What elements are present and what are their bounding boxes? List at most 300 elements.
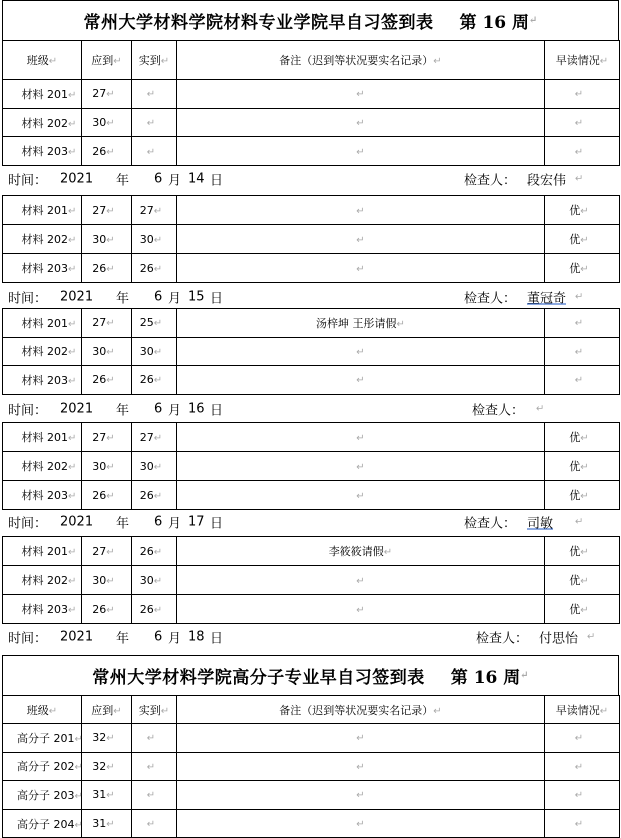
paragraph-mark: ↵ bbox=[356, 790, 365, 802]
paragraph-mark: ↵ bbox=[68, 433, 77, 444]
paragraph-mark: ↵ bbox=[146, 819, 156, 831]
class-cell bbox=[3, 481, 82, 510]
cell-text: 26 bbox=[139, 544, 154, 558]
paragraph-mark: ↵ bbox=[433, 56, 442, 67]
paragraph-mark: ↵ bbox=[356, 375, 365, 387]
paragraph-mark: ↵ bbox=[68, 347, 77, 359]
reading-cell bbox=[545, 80, 620, 109]
table-row bbox=[3, 752, 620, 781]
paragraph-mark: ↵ bbox=[580, 605, 589, 616]
table-row bbox=[3, 309, 620, 338]
table-title bbox=[2, 0, 619, 40]
paragraph-mark: ↵ bbox=[106, 490, 115, 502]
table-row bbox=[3, 566, 620, 595]
actual-cell bbox=[132, 108, 177, 137]
cell-text: 实到 bbox=[138, 54, 161, 67]
cell-text: 实到 bbox=[138, 703, 161, 717]
remark-cell bbox=[177, 366, 545, 395]
date-inspector-line bbox=[2, 394, 619, 424]
paragraph-mark: ↵ bbox=[106, 118, 115, 130]
paragraph-mark: ↵ bbox=[106, 733, 115, 745]
cell-text: 材料 203 bbox=[21, 145, 69, 159]
reading-cell bbox=[545, 423, 620, 452]
paragraph-mark: ↵ bbox=[580, 433, 589, 444]
date-month: 6 bbox=[154, 289, 163, 305]
inspector-name: 司敏 bbox=[527, 516, 554, 532]
week-label: 第 16 周 bbox=[450, 668, 521, 688]
paragraph-mark: ↵ bbox=[153, 546, 163, 558]
inspector-name: 董冠奇 bbox=[527, 291, 567, 307]
paragraph-mark: ↵ bbox=[356, 89, 365, 101]
date-month-unit: 月 bbox=[168, 631, 182, 647]
reading-cell bbox=[545, 537, 620, 566]
paragraph-mark: ↵ bbox=[113, 705, 122, 717]
paragraph-mark: ↵ bbox=[106, 790, 115, 802]
paragraph-mark: ↵ bbox=[356, 432, 365, 444]
expected-cell bbox=[82, 595, 132, 624]
date-day: 14 bbox=[188, 171, 205, 187]
class-cell bbox=[3, 724, 82, 753]
date-label: 时间： bbox=[8, 291, 48, 307]
expected-cell bbox=[82, 366, 132, 395]
class-cell bbox=[3, 225, 82, 254]
cell-text: 27 bbox=[139, 203, 154, 217]
inspector-name: 段宏伟 bbox=[527, 173, 567, 189]
cell-text: 30 bbox=[92, 116, 107, 130]
paragraph-mark: ↵ bbox=[536, 403, 545, 415]
paragraph-mark: ↵ bbox=[356, 263, 365, 275]
paragraph-mark: ↵ bbox=[580, 235, 589, 246]
paragraph-mark: ↵ bbox=[106, 546, 115, 558]
actual-cell bbox=[132, 196, 177, 225]
actual-cell bbox=[132, 595, 177, 624]
expected-cell bbox=[82, 752, 132, 781]
paragraph-mark: ↵ bbox=[146, 761, 156, 773]
date-day: 17 bbox=[188, 514, 205, 530]
date-month-unit: 月 bbox=[168, 173, 182, 189]
reading-cell bbox=[545, 809, 620, 838]
class-cell bbox=[3, 423, 82, 452]
reading-cell bbox=[545, 481, 620, 510]
date-month-unit: 月 bbox=[168, 516, 182, 532]
cell-text: 李筱筱请假 bbox=[328, 545, 384, 558]
attendance-block bbox=[2, 536, 620, 624]
expected-cell bbox=[82, 809, 132, 838]
paragraph-mark: ↵ bbox=[160, 56, 170, 67]
actual-cell bbox=[132, 309, 177, 338]
paragraph-mark: ↵ bbox=[68, 491, 77, 502]
header-row-table bbox=[2, 40, 620, 80]
header-expected bbox=[82, 41, 132, 80]
cell-text: 优 bbox=[569, 233, 581, 246]
cell-text: 优 bbox=[569, 545, 581, 558]
paragraph-mark: ↵ bbox=[74, 790, 83, 802]
cell-text: 31 bbox=[92, 788, 107, 802]
expected-cell bbox=[82, 254, 132, 283]
date-day: 15 bbox=[188, 289, 205, 305]
expected-cell bbox=[82, 452, 132, 481]
paragraph-mark: ↵ bbox=[356, 146, 365, 158]
table-title bbox=[2, 655, 619, 695]
table-row bbox=[3, 337, 620, 366]
paragraph-mark: ↵ bbox=[153, 432, 163, 444]
cell-text: 27 bbox=[92, 203, 107, 217]
reading-cell bbox=[545, 254, 620, 283]
paragraph-mark: ↵ bbox=[68, 206, 77, 217]
table-row bbox=[3, 724, 620, 753]
actual-cell bbox=[132, 566, 177, 595]
date-year-unit: 年 bbox=[116, 516, 130, 532]
table-row bbox=[3, 80, 620, 109]
table-row bbox=[3, 366, 620, 395]
paragraph-mark: ↵ bbox=[68, 462, 77, 473]
cell-text: 优 bbox=[569, 489, 581, 502]
paragraph-mark: ↵ bbox=[356, 205, 365, 217]
cell-text: 材料 203 bbox=[21, 373, 69, 387]
paragraph-mark: ↵ bbox=[433, 705, 442, 717]
paragraph-mark: ↵ bbox=[106, 575, 115, 587]
actual-cell bbox=[132, 481, 177, 510]
cell-text: 26 bbox=[139, 488, 154, 502]
class-cell bbox=[3, 809, 82, 838]
paragraph-mark: ↵ bbox=[153, 490, 163, 502]
paragraph-mark: ↵ bbox=[356, 461, 365, 473]
date-label: 时间： bbox=[8, 516, 48, 532]
cell-text: 材料 202 bbox=[21, 574, 69, 587]
reading-cell bbox=[545, 752, 620, 781]
paragraph-mark: ↵ bbox=[574, 761, 584, 773]
actual-cell bbox=[132, 225, 177, 254]
remark-cell bbox=[177, 481, 545, 510]
header-expected bbox=[82, 696, 132, 724]
reading-cell bbox=[545, 337, 620, 366]
paragraph-mark: ↵ bbox=[68, 318, 77, 330]
paragraph-mark: ↵ bbox=[580, 264, 589, 275]
date-inspector-line bbox=[2, 507, 619, 537]
reading-cell bbox=[545, 595, 620, 624]
paragraph-mark: ↵ bbox=[396, 318, 405, 330]
remark-cell bbox=[177, 309, 545, 338]
header-remark bbox=[177, 696, 545, 724]
paragraph-mark: ↵ bbox=[574, 346, 584, 358]
table-row bbox=[3, 481, 620, 510]
date-day: 16 bbox=[188, 401, 205, 417]
paragraph-mark: ↵ bbox=[68, 147, 77, 159]
class-cell bbox=[3, 595, 82, 624]
date-year-unit: 年 bbox=[116, 631, 130, 647]
cell-text: 30 bbox=[139, 459, 154, 473]
expected-cell bbox=[82, 137, 132, 166]
date-label: 时间： bbox=[8, 403, 48, 419]
paragraph-mark: ↵ bbox=[153, 346, 163, 358]
paragraph-mark: ↵ bbox=[153, 234, 163, 246]
remark-cell bbox=[177, 537, 545, 566]
reading-cell bbox=[545, 137, 620, 166]
title-text: 常州大学材料学院高分子专业早自习签到表 bbox=[92, 668, 425, 688]
paragraph-mark: ↵ bbox=[153, 205, 163, 217]
remark-cell bbox=[177, 80, 545, 109]
paragraph-mark: ↵ bbox=[106, 761, 115, 773]
cell-text: 32 bbox=[92, 731, 107, 745]
cell-text: 应到 bbox=[91, 703, 114, 717]
paragraph-mark: ↵ bbox=[153, 604, 163, 616]
class-cell bbox=[3, 254, 82, 283]
attendance-block bbox=[2, 308, 620, 395]
cell-text: 班级 bbox=[26, 54, 49, 67]
paragraph-mark: ↵ bbox=[106, 604, 115, 616]
cell-text: 材料 201 bbox=[21, 431, 69, 444]
table-row bbox=[3, 537, 620, 566]
paragraph-mark: ↵ bbox=[153, 318, 163, 330]
date-year: 2021 bbox=[60, 401, 94, 417]
actual-cell bbox=[132, 537, 177, 566]
date-month: 6 bbox=[154, 401, 163, 417]
paragraph-mark: ↵ bbox=[575, 173, 584, 185]
cell-text: 材料 201 bbox=[21, 316, 69, 330]
expected-cell bbox=[82, 781, 132, 810]
date-day-unit: 日 bbox=[210, 173, 224, 189]
paragraph-mark: ↵ bbox=[68, 547, 77, 558]
class-cell bbox=[3, 566, 82, 595]
paragraph-mark: ↵ bbox=[68, 118, 77, 130]
actual-cell bbox=[132, 337, 177, 366]
remark-cell bbox=[177, 337, 545, 366]
paragraph-mark: ↵ bbox=[68, 264, 77, 275]
cell-text: 材料 201 bbox=[21, 204, 69, 217]
paragraph-mark: ↵ bbox=[106, 461, 115, 473]
header-row bbox=[3, 41, 620, 80]
date-day-unit: 日 bbox=[210, 631, 224, 647]
date-year: 2021 bbox=[60, 514, 94, 530]
expected-cell bbox=[82, 566, 132, 595]
inspector-name: 付思怡 bbox=[539, 631, 579, 647]
date-label: 时间： bbox=[8, 173, 48, 189]
remark-cell bbox=[177, 752, 545, 781]
table-row bbox=[3, 254, 620, 283]
cell-text: 30 bbox=[92, 344, 107, 358]
cell-text: 优 bbox=[569, 460, 581, 473]
cell-text: 材料 203 bbox=[21, 262, 69, 275]
date-day-unit: 日 bbox=[210, 516, 224, 532]
date-inspector-line bbox=[2, 622, 619, 652]
expected-cell bbox=[82, 423, 132, 452]
cell-text: 汤梓坤 王彤请假 bbox=[316, 316, 397, 330]
reading-cell bbox=[545, 108, 620, 137]
remark-cell bbox=[177, 809, 545, 838]
header-reading bbox=[545, 41, 620, 80]
cell-text: 26 bbox=[92, 144, 107, 158]
class-cell bbox=[3, 137, 82, 166]
paragraph-mark: ↵ bbox=[153, 461, 163, 473]
actual-cell bbox=[132, 752, 177, 781]
expected-cell bbox=[82, 724, 132, 753]
paragraph-mark: ↵ bbox=[146, 790, 156, 802]
header-actual bbox=[132, 41, 177, 80]
date-month: 6 bbox=[154, 171, 163, 187]
paragraph-mark: ↵ bbox=[383, 547, 393, 558]
week-label: 第 16 周 bbox=[459, 13, 530, 33]
paragraph-mark: ↵ bbox=[356, 819, 365, 831]
paragraph-mark: ↵ bbox=[356, 761, 365, 773]
paragraph-mark: ↵ bbox=[153, 263, 163, 275]
remark-cell bbox=[177, 423, 545, 452]
remark-cell bbox=[177, 225, 545, 254]
date-month: 6 bbox=[154, 629, 163, 645]
paragraph-mark: ↵ bbox=[574, 318, 584, 330]
cell-text: 26 bbox=[92, 261, 107, 275]
actual-cell bbox=[132, 254, 177, 283]
paragraph-mark: ↵ bbox=[106, 432, 115, 444]
cell-text: 26 bbox=[139, 602, 154, 616]
table-row bbox=[3, 781, 620, 810]
actual-cell bbox=[132, 80, 177, 109]
cell-text: 26 bbox=[92, 602, 107, 616]
cell-text: 30 bbox=[139, 232, 154, 246]
expected-cell bbox=[82, 80, 132, 109]
paragraph-mark: ↵ bbox=[74, 762, 83, 774]
reading-cell bbox=[545, 366, 620, 395]
header-class bbox=[3, 696, 82, 724]
paragraph-mark: ↵ bbox=[153, 375, 163, 387]
cell-text: 材料 202 bbox=[21, 460, 69, 473]
inspector-label: 检查人： bbox=[476, 631, 529, 647]
table-row bbox=[3, 225, 620, 254]
cell-text: 27 bbox=[92, 316, 107, 330]
paragraph-mark: ↵ bbox=[74, 733, 83, 745]
paragraph-mark: ↵ bbox=[146, 146, 156, 158]
class-cell bbox=[3, 108, 82, 137]
expected-cell bbox=[82, 337, 132, 366]
inspector-label: 检查人： bbox=[464, 173, 517, 189]
reading-cell bbox=[545, 452, 620, 481]
reading-cell bbox=[545, 566, 620, 595]
date-label: 时间： bbox=[8, 631, 48, 647]
expected-cell bbox=[82, 481, 132, 510]
remark-cell bbox=[177, 108, 545, 137]
cell-text: 27 bbox=[92, 430, 107, 444]
paragraph-mark: ↵ bbox=[520, 670, 529, 681]
attendance-block bbox=[2, 195, 620, 283]
inspector-label: 检查人： bbox=[464, 516, 517, 532]
paragraph-mark: ↵ bbox=[48, 56, 58, 67]
class-cell bbox=[3, 452, 82, 481]
paragraph-mark: ↵ bbox=[356, 490, 365, 502]
cell-text: 优 bbox=[569, 431, 581, 444]
cell-text: 材料 201 bbox=[21, 545, 69, 558]
paragraph-mark: ↵ bbox=[574, 118, 584, 130]
paragraph-mark: ↵ bbox=[106, 375, 115, 387]
cell-text: 早读情况 bbox=[555, 703, 600, 717]
paragraph-mark: ↵ bbox=[529, 15, 538, 26]
paragraph-mark: ↵ bbox=[68, 375, 77, 387]
class-cell bbox=[3, 752, 82, 781]
actual-cell bbox=[132, 366, 177, 395]
remark-cell bbox=[177, 452, 545, 481]
paragraph-mark: ↵ bbox=[356, 346, 365, 358]
date-year: 2021 bbox=[60, 171, 94, 187]
date-year-unit: 年 bbox=[116, 403, 130, 419]
paragraph-mark: ↵ bbox=[68, 605, 77, 616]
cell-text: 优 bbox=[569, 262, 581, 275]
expected-cell bbox=[82, 108, 132, 137]
paragraph-mark: ↵ bbox=[68, 576, 77, 587]
cell-text: 30 bbox=[92, 573, 107, 587]
actual-cell bbox=[132, 809, 177, 838]
actual-cell bbox=[132, 724, 177, 753]
title-text: 常州大学材料学院材料专业学院早自习签到表 bbox=[83, 13, 434, 33]
expected-cell bbox=[82, 309, 132, 338]
paragraph-mark: ↵ bbox=[146, 89, 156, 101]
date-year-unit: 年 bbox=[116, 291, 130, 307]
paragraph-mark: ↵ bbox=[68, 235, 77, 246]
paragraph-mark: ↵ bbox=[74, 819, 83, 831]
paragraph-mark: ↵ bbox=[574, 819, 584, 831]
cell-text: 30 bbox=[139, 344, 154, 358]
cell-text: 30 bbox=[92, 232, 107, 246]
date-inspector-line bbox=[2, 164, 619, 194]
cell-text: 班级 bbox=[26, 703, 49, 717]
date-day-unit: 日 bbox=[210, 291, 224, 307]
date-year: 2021 bbox=[60, 289, 94, 305]
date-year: 2021 bbox=[60, 629, 94, 645]
cell-text: 应到 bbox=[91, 54, 114, 67]
class-cell bbox=[3, 781, 82, 810]
paragraph-mark: ↵ bbox=[356, 604, 365, 616]
paragraph-mark: ↵ bbox=[574, 146, 584, 158]
paragraph-mark: ↵ bbox=[356, 118, 365, 130]
cell-text: 高分子 204 bbox=[17, 817, 75, 831]
paragraph-mark: ↵ bbox=[146, 733, 156, 745]
class-cell bbox=[3, 366, 82, 395]
date-day: 18 bbox=[188, 629, 205, 645]
paragraph-mark: ↵ bbox=[599, 56, 609, 67]
cell-text: 26 bbox=[92, 373, 107, 387]
paragraph-mark: ↵ bbox=[580, 576, 589, 587]
cell-text: 高分子 203 bbox=[17, 788, 75, 802]
paragraph-mark: ↵ bbox=[160, 705, 170, 717]
reading-cell bbox=[545, 309, 620, 338]
table-row bbox=[3, 809, 620, 838]
actual-cell bbox=[132, 452, 177, 481]
reading-cell bbox=[545, 225, 620, 254]
cell-text: 26 bbox=[92, 488, 107, 502]
header-remark bbox=[177, 41, 545, 80]
table-row bbox=[3, 423, 620, 452]
table-row bbox=[3, 137, 620, 166]
table-row bbox=[3, 595, 620, 624]
actual-cell bbox=[132, 781, 177, 810]
header-reading bbox=[545, 696, 620, 724]
paragraph-mark: ↵ bbox=[68, 89, 77, 101]
paragraph-mark: ↵ bbox=[575, 516, 584, 528]
paragraph-mark: ↵ bbox=[575, 291, 584, 303]
remark-cell bbox=[177, 566, 545, 595]
cell-text: 材料 203 bbox=[21, 603, 69, 616]
header-row-table bbox=[2, 695, 620, 724]
actual-cell bbox=[132, 423, 177, 452]
cell-text: 材料 202 bbox=[21, 116, 69, 130]
cell-text: 优 bbox=[569, 574, 581, 587]
cell-text: 30 bbox=[139, 573, 154, 587]
cell-text: 优 bbox=[569, 603, 581, 616]
class-cell bbox=[3, 80, 82, 109]
cell-text: 高分子 201 bbox=[17, 731, 75, 745]
inspector-label: 检查人： bbox=[472, 403, 525, 419]
cell-text: 26 bbox=[139, 261, 154, 275]
cell-text: 30 bbox=[92, 459, 107, 473]
paragraph-mark: ↵ bbox=[113, 56, 122, 67]
header-row bbox=[3, 696, 620, 724]
